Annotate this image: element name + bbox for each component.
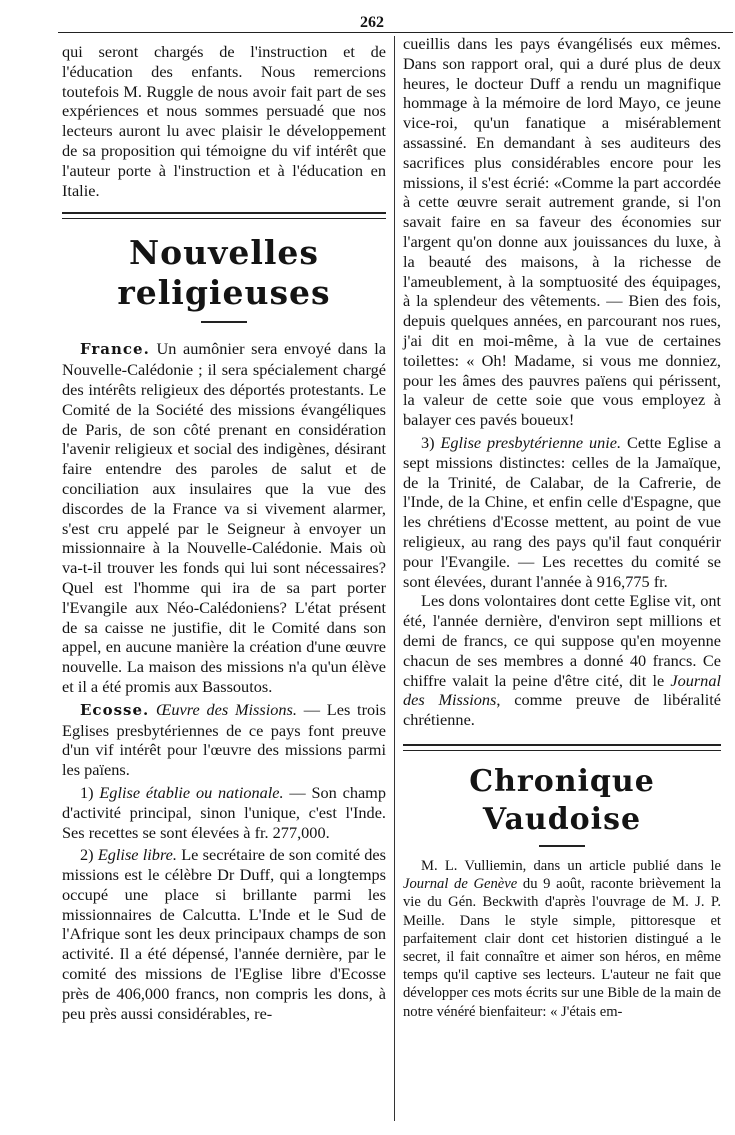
page-number: 262 (360, 14, 384, 31)
left-column (62, 42, 386, 1023)
item3-paragraph (403, 433, 721, 591)
item2-number: 2) (80, 845, 98, 865)
section-rule (62, 212, 386, 219)
chronique-italic: Journal de Genève (403, 876, 518, 893)
title-underline (201, 321, 247, 323)
section-rule-2 (403, 744, 721, 751)
item2-italic: Eglise libre. (97, 845, 177, 865)
france-paragraph (62, 339, 386, 696)
france-lead: France. (80, 340, 150, 359)
section-title-chronique: Chronique Vaudoise (469, 763, 655, 837)
item1-italic: Eglise établie ou nationale. (99, 782, 284, 802)
item3-italic: Eglise presbytérienne unie. (440, 432, 622, 452)
dons-text-a: Les dons volontaires dont cette Eglise vit, ont été, l'année dernière, d'environ sept millions et demi de francs, ce qui suppose qu'en moyenne chacun de ses membres a donné 40 francs. Ce chiffre valait la peine d'être cité, dit le (403, 591, 721, 690)
ecosse-italic: Œuvre des Missions. (149, 699, 297, 719)
header-rule (58, 32, 733, 33)
item2-paragraph (62, 845, 386, 1023)
item2-text: Le secrétaire de son comité des missions est le célèbre Dr Duff, qui a longtemps occupé une place si brillante parmi les missionnaires de Calcutta. L'Inde et le Sud de l'Afrique sont les deux principaux champs de son activité. Il a été dépensé, l'année dernière, par le comité des missions de l'Eglise libre d'Ecosse près de 406,000 francs, non compris les dons, à peu près aussi considérables, re- (62, 845, 386, 1023)
ecosse-paragraph (62, 700, 386, 780)
item1-paragraph (62, 783, 386, 842)
dons-paragraph (403, 591, 721, 730)
dons-italic: Journal des Missions (403, 670, 721, 710)
ecosse-lead: Ecosse. (80, 700, 150, 719)
column-divider (394, 36, 395, 1121)
item3-number: 3) (421, 432, 441, 452)
title-underline-2 (539, 845, 585, 847)
intro-paragraph: qui seront chargés de l'instruction et de l'éducation des enfants. Nous remercions toutefois M. Ruggle de nous avoir fait part de ses expériences et nous sommes persuadé que nos lecteurs auront lu avec plaisir le développement de sa proposition qui témoigne du vif intérêt que l'auteur porte à l'instruction et à l'éducation en Italie. (62, 42, 386, 200)
dons-text-b: , comme preuve de libéralité chrétienne. (403, 690, 721, 730)
item1-text: — Son champ d'activité principal, sinon l'unique, c'est l'Inde. Ses recettes se sont élevées à fr. 277,000. (62, 782, 386, 842)
continuation-paragraph: cueillis dans les pays évangélisés eux mêmes. Dans son rapport oral, qui a duré plus de deux heures, le docteur Duff a rendu un magnifique hommage à la mémoire de lord Mayo, ce jeune vice-roi, qu'un fanatique a misérablement assassiné. En demandant à ses auditeurs des sacrifices plus considérables encore pour les missions, il s'est écrié: «Comme la part accordée à cette œuvre serait autrement grande, si l'on savait faire en sa faveur des économies sur l'argent qu'on donne aux jouissances du luxe, à la beauté des maisons, à la richesse de l'ameublement, à la somptuosité des équipages, à la splendeur des vêtements. — Bien des fois, depuis quelques années, en parcourant nos rues, j'ai dit en moi-même, à la vue de certaines toilettes: « Oh! Madame, si vous me donniez, pour les âmes des pauvres païens qui périssent, la valeur de cette soie que vous employez à balayer ces pavés boueux! (403, 34, 721, 430)
chronique-text-b: du 9 août, raconte brièvement la vie du Gén. Beckwith d'après l'ouvrage de M. J. P. Meille. Dans le style simple, pittoresque et parfaitement clair dont cet historien distingué a le secret, il fait connaître et aimer son héros, en même temps qu'il captive ses lecteurs. L'auteur ne fait que développer ces mots écrits sur une Bible de la main de notre vénéré bienfaiteur: « J'étais em- (403, 876, 722, 1020)
section-title-nouvelles: Nouvelles religieuses (117, 233, 331, 313)
chronique-paragraph (403, 857, 721, 1021)
item3-text: Cette Eglise a sept missions distinctes: celles de la Jamaïque, de la Trinité, de Calabar, de la Cafrerie, de l'Inde, de la Chine, et enfin celle d'Espagne, que les chrétiens d'Ecosse mettent, au point de vue religieux, au rang des pays qu'il faut conquérir pour l'Evangile. — Les recettes du comité se sont élevées, durant l'année à 916,775 fr. (403, 432, 721, 591)
ecosse-text: — Les trois Eglises presbytériennes de ce pays font preuve d'un vif intérêt pour l'œuvre des missions parmi les païens. (62, 699, 386, 780)
france-text: Un aumônier sera envoyé dans la Nouvelle-Calédonie ; il sera spécialement chargé des intérêts religieux des déportés protestants. Le Comité de la Société des missions évangéliques de Paris, de son côté prenant en considération l'avenir religieux et social des indigènes, désirant faire entendre des paroles de salut et de conciliation aux insulaires que la vue des discordes de la France va si vivement alarmer, s'est cru appelé par le Seigneur à envoyer un missionnaire à la Nouvelle-Calédonie. Mais où va-t-il trouver les fonds qui lui sont nécessaires? Quel est l'homme qui ira de sa part porter l'Evangile aux Néo-Calédoniens? L'état présent de sa caisse ne justifie, dit le Comité dans son appel, en aucune manière la création d'une œuvre nouvelle. La maison des missions n'a qu'un élève et il a été promis aux Bassoutos. (62, 339, 386, 696)
chronique-text-a: M. L. Vulliemin, dans un article publié dans le (421, 857, 721, 874)
item1-number: 1) (80, 782, 100, 802)
right-column (403, 34, 721, 1021)
